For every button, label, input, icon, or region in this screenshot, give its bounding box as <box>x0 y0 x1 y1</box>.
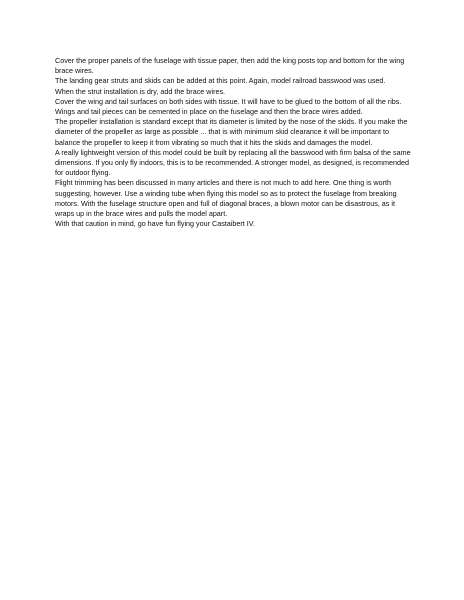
paragraph-brace-wires: When the strut installation is dry, add the brace wires. <box>55 86 226 96</box>
paragraph-covering-fuselage: Cover the proper panels of the fuselage with tissue paper, then add the king posts top and bottom for the wing brace wires. <box>55 56 405 76</box>
paragraph-landing-gear: The landing gear struts and skids can be added at this point. Again, model railroad basswood was used. <box>55 76 386 86</box>
body-text <box>55 56 415 229</box>
paragraph-propeller: The propeller installation is standard except that its diameter is limited by the nose of the skids. If you make the diameter of the propeller as large as possible ... that is with minimum skid clearance it will be important to balance the propeller to keep it from vibrating so much that it hits the skids and damages the model. <box>55 117 408 147</box>
paragraph-lightweight-version: A really lightweight version of this model could be built by replacing all the basswood with firm balsa of the same dimensions. If you only fly indoors, this is to be recommended. A stronger model, as designed, is recommended for outdoor flying. <box>55 147 411 178</box>
paragraph-wings-tail: Wings and tail pieces can be cemented in place on the fuselage and then the brace wires added. <box>55 107 363 117</box>
paragraph-closing: With that caution in mind, go have fun flying your Castaibert IV. <box>55 219 255 229</box>
paragraph-covering-wing: Cover the wing and tail surfaces on both sides with tissue. It will have to be glued to the bottom of all the ribs. <box>55 96 402 106</box>
paragraph-flight-trimming: Flight trimming has been discussed in many articles and there is not much to add here. One thing is worth suggesting, however. Use a winding tube when flying this model so as to protect the fuselage from breaking motors. With the fuselage structure open and full of diagonal braces, a blown motor can be disastrous, as it wraps up in the brace wires and pulls the model apart. <box>55 178 397 219</box>
